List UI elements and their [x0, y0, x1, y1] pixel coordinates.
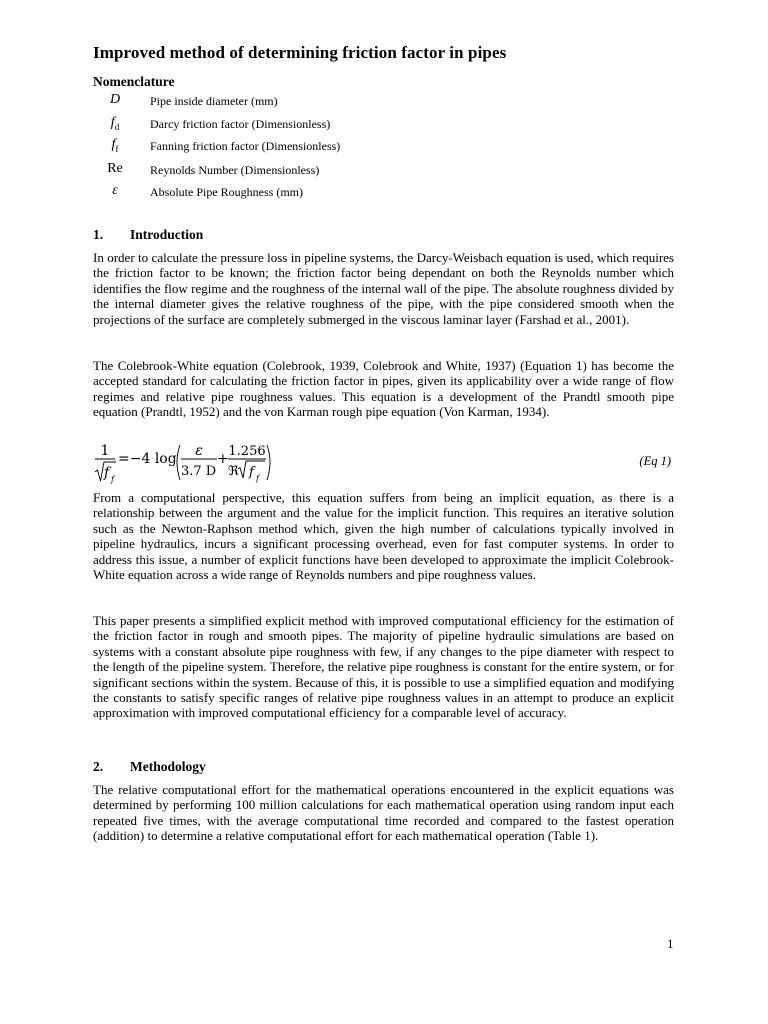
nomenclature-definition: Fanning friction factor (Dimensionless)	[150, 139, 341, 153]
eq-term2-denominator-re: ℜ	[228, 464, 239, 479]
section-number: 2.	[93, 759, 104, 774]
eq-lhs-denominator: f	[104, 465, 110, 481]
nomenclature-symbol: D	[109, 92, 121, 107]
nomenclature-definition: Reynolds Number (Dimensionless)	[150, 163, 320, 177]
svg-text:f: f	[256, 474, 259, 483]
section-heading-introduction	[93, 227, 203, 243]
nomenclature-symbol: $f_d$	[110, 115, 120, 132]
nomenclature-item	[93, 115, 493, 135]
nomenclature-item	[93, 183, 493, 203]
paragraph-intro-4: This paper presents a simplified explicit method with improved computational efficiency for the estimation of the friction factor in rough and smooth pipes. The majority of pipeline hydraulic simulations are based on systems with a constant absolute pipe roughness with few, if any changes to the pipe diameter with respect to the length of the pipeline system. Therefore, the relative pipe roughness is constant for the entire system, or for significant sections within the system. Because of this, it is possible to use a simplified equation and modifying the constants to satisfy specific ranges of relative pipe roughness values in an attempt to produce an explicit approximation with improved computational efficiency for a comparable level of accuracy.	[93, 613, 674, 721]
eq-plus: +	[217, 451, 229, 467]
section-number: 1.	[93, 227, 104, 242]
nomenclature-heading: Nomenclature	[93, 74, 175, 89]
eq-term1-denominator: 3.7 D	[181, 464, 217, 479]
nomenclature-definition: Absolute Pipe Roughness (mm)	[150, 185, 303, 199]
paragraph-intro-2: The Colebrook-White equation (Colebrook, 1939, Colebrook and White, 1937) (Equation 1) has become the accepted standard for calculating the friction factor in pipes, given its applicability over a wide range of flow regimes and relative pipe roughness values. This equation is a development of the Prandtl smooth pipe equation (Prandtl, 1952) and the von Karman rough pipe equation (Von Karman, 1934).	[93, 358, 674, 420]
paper-title: Improved method of determining friction factor in pipes	[93, 43, 507, 62]
nomenclature-definition: Darcy friction factor (Dimensionless)	[150, 117, 331, 131]
nomenclature-item	[93, 137, 493, 157]
equation-figure	[93, 440, 674, 486]
colebrook-white-equation	[93, 440, 674, 486]
equation-label: (Eq 1)	[639, 454, 671, 468]
svg-text:f: f	[249, 465, 254, 480]
eq-lhs-numerator: 1	[100, 443, 110, 459]
section-heading-methodology	[93, 759, 206, 775]
paragraph-intro-3: From a computational perspective, this equation suffers from being an implicit equation, as there is a relationship between the argument and the value for the implicit function. This requires an iterative solution such as the Newton-Raphson method which, given the high number of calculations typically involved in pipeline hydraulics, incurs a significant processing overhead, even for fast computer systems. In order to address this issue, a number of explicit functions have been developed to approximate the implicit Colebrook-White equation across a wide range of Reynolds numbers and pipe roughness values.	[93, 490, 674, 583]
page-number: 1	[667, 936, 674, 951]
section-title: Introduction	[130, 227, 204, 242]
paragraph-intro-1: In order to calculate the pressure loss in pipeline systems, the Darcy-Weisbach equation is used, which requires the friction factor to be known; the friction factor being dependant on both the Reynolds number which identifies the flow regime and the roughness of the internal wall of the pipe. The absolute roughness divided by the internal diameter gives the relative roughness of the pipe, with the pipe considered smooth when the projections of the surface are completely submerged in the viscous laminar layer (Farshad et al., 2001).	[93, 250, 674, 327]
paragraph-method-1: The relative computational effort for the mathematical operations encountered in the explicit equations was determined by performing 100 million calculations for each mathematical operation using random input each repeated five times, with the average computational time recorded and compared to the fastest operation (addition) to determine a relative computational effort for each mathematical operation (Table 1).	[93, 782, 674, 844]
nomenclature-symbol: ε	[112, 183, 118, 198]
section-title: Methodology	[130, 759, 206, 774]
eq-term2-numerator: 1.256	[228, 444, 266, 459]
nomenclature-symbol: $f_f$	[111, 137, 119, 154]
eq-term1-numerator: ε	[195, 443, 203, 459]
eq-coefficient: =−4 log	[118, 451, 177, 467]
nomenclature-item	[93, 161, 493, 181]
nomenclature-definition: Pipe inside diameter (mm)	[150, 94, 278, 108]
nomenclature-item	[93, 92, 493, 112]
nomenclature-symbol: Re	[107, 161, 123, 176]
svg-text:f: f	[111, 475, 114, 484]
